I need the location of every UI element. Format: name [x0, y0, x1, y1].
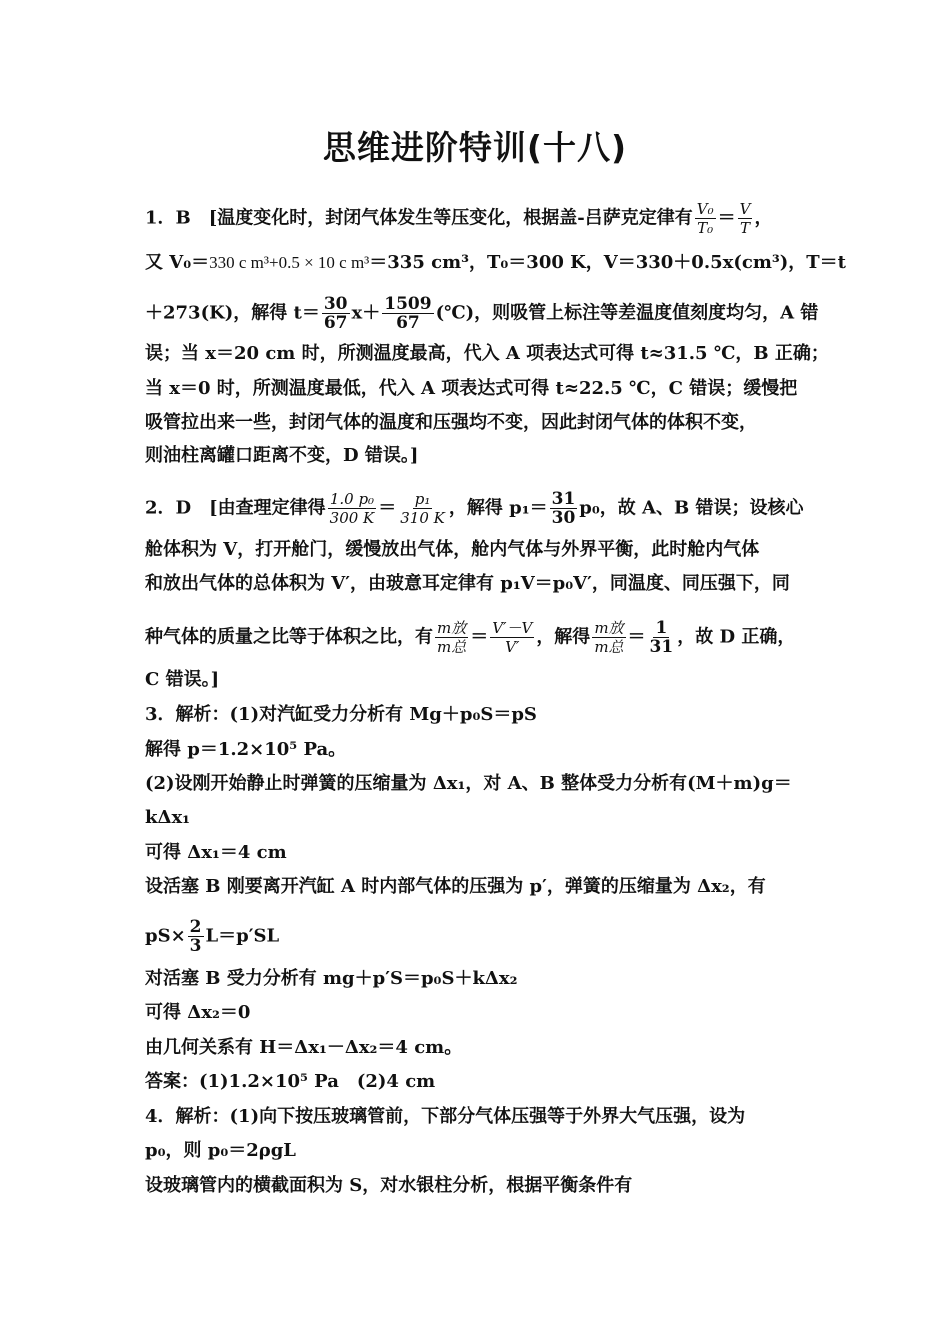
q1-l3c: (℃)，则吸管上标注等差温度值刻度均匀，A 错 — [435, 302, 819, 324]
q2-f4-num: m放 — [437, 619, 467, 637]
q2-l4c: ，故 D 正确， — [677, 626, 796, 648]
q2-fraction-1-31 — [648, 619, 676, 656]
q2-f2-num: p₁ — [414, 490, 431, 508]
q2-fraction-volume — [490, 619, 534, 656]
q3-l7b: L＝p′SL — [205, 925, 280, 947]
page-title: 思维进阶特训(十八) — [322, 128, 628, 167]
q1-f2-num: V — [739, 200, 751, 218]
q2-line-2: 舱体积为 V，打开舱门，缓慢放出气体，舱内气体与外界平衡，此时舱内气体 — [145, 539, 760, 560]
q2-l4a: 种气体的质量之比等于体积之比，有 — [145, 626, 433, 648]
q1-fraction-1509-67 — [382, 295, 433, 332]
q3-f1-num: 2 — [189, 917, 202, 937]
q2-f6-den: m总 — [594, 638, 624, 656]
q2-f6-num: m放 — [594, 619, 624, 637]
q2-f5-num: V′－V — [492, 619, 533, 637]
q1-l3b: x＋ — [351, 302, 381, 324]
q1-line-3 — [145, 295, 818, 332]
q3-line-2: 解得 p＝1.2×10⁵ Pa。 — [145, 739, 347, 760]
q1-l2-math: 330 c m³+0.5 × 10 c m³ — [209, 253, 370, 272]
q2-f7-num: 1 — [655, 618, 668, 638]
q2-lead: 2．D [由查理定律得 — [145, 497, 326, 519]
q2-line-5: C 错误。] — [145, 669, 220, 690]
q3-line-9: 可得 Δx₂＝0 — [145, 1002, 251, 1023]
q1-f3-num: 30 — [323, 294, 348, 314]
q1-line-5: 当 x＝0 时，所测温度最低，代入 A 项表达式可得 t≈22.5 ℃，C 错误；缓慢把 — [145, 378, 798, 399]
q3-answer: 答案：(1)1.2×10⁵ Pa (2)4 cm — [145, 1071, 436, 1092]
q1-line-7: 则油柱离罐口距离不变，D 错误。] — [145, 445, 419, 466]
q1-l2b: ＝335 cm³，T₀＝300 K，V＝330＋0.5x(cm³)，T＝t — [369, 252, 846, 273]
q1-line-4: 误；当 x＝20 cm 时，所测温度最高，代入 A 项表达式可得 t≈31.5 ℃，B 正确； — [145, 343, 829, 364]
q2-f2-den: 310 K — [400, 509, 445, 527]
q2-f3-num: 31 — [551, 489, 576, 509]
q3-line-10: 由几何关系有 H＝Δx₁－Δx₂＝4 cm。 — [145, 1037, 463, 1058]
q1-f1-den: T₀ — [697, 219, 714, 237]
q3-line-8: 对活塞 B 受力分析有 mg＋p′S＝p₀S＋kΔx₂ — [145, 968, 518, 989]
q1-equals: ＝ — [717, 207, 736, 229]
q1-line-1 — [145, 200, 772, 237]
q2-f1-num: 1.0 p₀ — [329, 490, 375, 508]
q2-line-1 — [145, 490, 803, 527]
q1-f3-den: 67 — [323, 313, 348, 333]
q3-l7a: pS× — [145, 925, 186, 947]
q2-fraction-31-30 — [550, 490, 578, 527]
q1-f4-num: 1509 — [384, 294, 432, 314]
q2-l4-equals-2: ＝ — [627, 626, 646, 648]
q2-line-4 — [145, 619, 795, 656]
q2-mid: ，解得 p₁＝ — [448, 497, 548, 519]
q2-l4b: ，解得 — [536, 626, 591, 648]
q2-f7-den: 31 — [649, 637, 674, 657]
q1-fraction-v-t — [738, 200, 753, 237]
q1-end: ， — [754, 207, 773, 229]
q2-f4-den: m总 — [437, 638, 467, 656]
q3-line-6: 设活塞 B 刚要离开汽缸 A 时内部气体的压强为 p′，弹簧的压缩量为 Δx₂，有 — [145, 876, 766, 897]
q3-line-1: 3．解析：(1)对汽缸受力分析有 Mg＋p₀S＝pS — [145, 704, 537, 725]
q2-f1-den: 300 K — [329, 509, 375, 527]
q3-f1-den: 3 — [189, 936, 202, 956]
q1-fraction-30-67 — [322, 295, 350, 332]
q2-fraction-m-ratio — [435, 619, 468, 656]
q1-line-2 — [145, 251, 846, 275]
q4-line-3: 设玻璃管内的横截面积为 S，对水银柱分析，根据平衡条件有 — [145, 1175, 633, 1196]
q3-line-3: (2)设刚开始静止时弹簧的压缩量为 Δx₁，对 A、B 整体受力分析有(M＋m)g＝ — [145, 773, 792, 794]
q4-line-2: p₀，则 p₀＝2ρgL — [145, 1140, 296, 1161]
q1-f2-den: T — [740, 219, 751, 237]
q1-f4-den: 67 — [396, 313, 420, 333]
q3-line-5: 可得 Δx₁＝4 cm — [145, 842, 287, 863]
q2-fraction-m-ratio-2 — [592, 619, 625, 656]
q2-l4-equals: ＝ — [470, 626, 489, 648]
q3-line-7 — [145, 918, 279, 955]
q2-end: p₀，故 A、B 错误；设核心 — [579, 497, 804, 519]
q2-line-3: 和放出气体的总体积为 V′，由玻意耳定律有 p₁V＝p₀V′，同温度、同压强下，同 — [145, 573, 790, 594]
q2-f5-den: V′ — [505, 638, 520, 656]
q1-f1-num: V₀ — [696, 200, 714, 218]
q3-fraction-2-3 — [188, 918, 204, 955]
q1-l2a: 又 V₀＝ — [145, 252, 210, 273]
q4-line-1: 4．解析：(1)向下按压玻璃管前，下部分气体压强等于外界大气压强，设为 — [145, 1106, 746, 1127]
q2-fraction-1 — [328, 490, 377, 527]
q1-lead: 1．B [温度变化时，封闭气体发生等压变化，根据盖-吕萨克定律有 — [145, 207, 693, 229]
q3-line-4: kΔx₁ — [145, 807, 191, 828]
q1-l3a: ＋273(K)，解得 t＝ — [145, 302, 320, 324]
q2-equals: ＝ — [378, 497, 397, 519]
q2-fraction-2 — [398, 490, 447, 527]
q1-line-6: 吸管拉出来一些，封闭气体的温度和压强均不变，因此封闭气体的体积不变， — [145, 412, 757, 433]
q2-f3-den: 30 — [551, 508, 576, 528]
q1-fraction-v0-t0 — [695, 200, 716, 237]
